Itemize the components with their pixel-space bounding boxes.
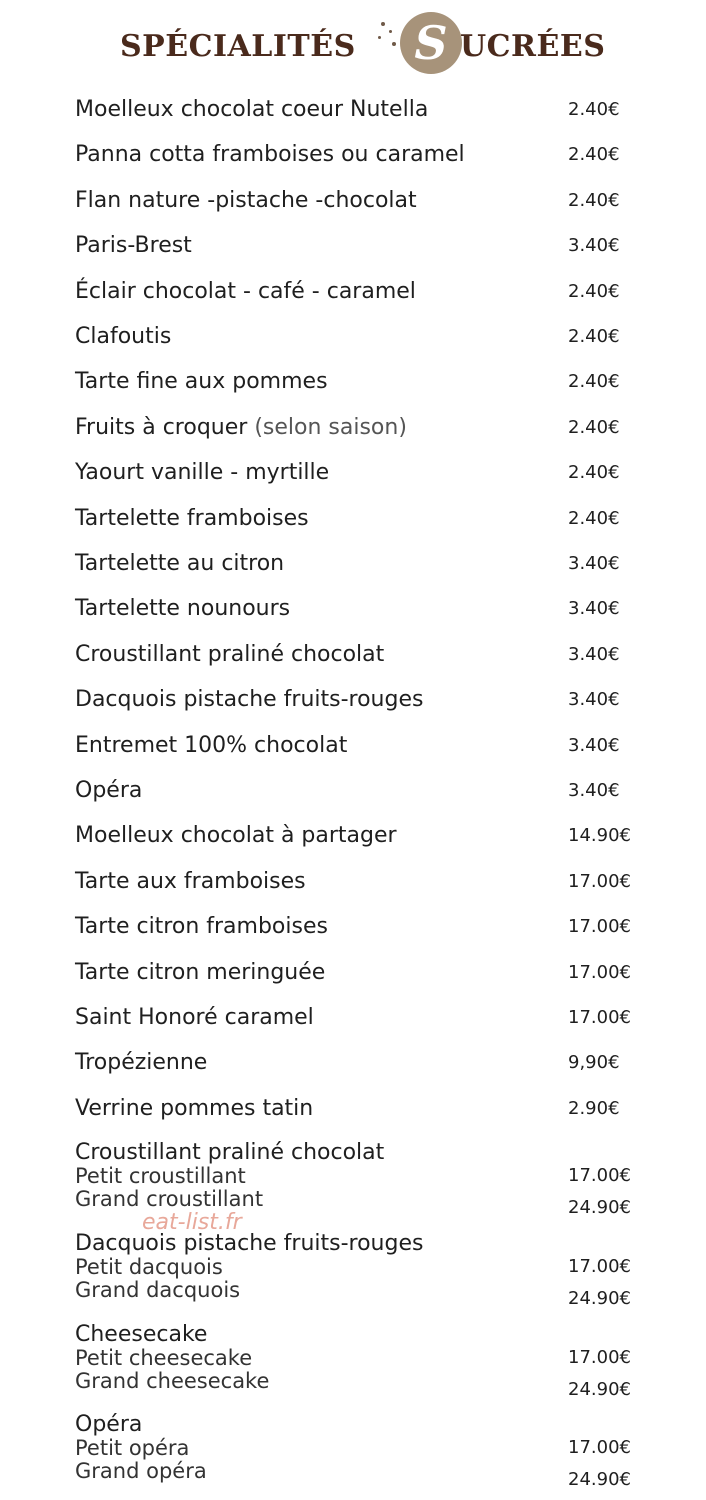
item-name bbox=[75, 731, 347, 761]
item-price: 3.40€ bbox=[568, 235, 620, 257]
item-name bbox=[75, 140, 465, 170]
item-name bbox=[75, 640, 384, 670]
item-name-text: Tropézienne bbox=[75, 1050, 208, 1076]
item-price: 3.40€ bbox=[568, 643, 620, 665]
item-name bbox=[75, 1048, 207, 1078]
menu-item bbox=[0, 140, 706, 170]
menu-item bbox=[0, 685, 706, 715]
item-name-text: Fruits à croquer bbox=[75, 414, 248, 440]
decor-dot bbox=[392, 42, 396, 46]
menu-item bbox=[0, 322, 706, 352]
item-price: 2.40€ bbox=[568, 371, 620, 393]
item-name-text: Paris-Brest bbox=[75, 233, 192, 259]
item-price: 2.40€ bbox=[568, 326, 620, 347]
item-name bbox=[75, 95, 428, 125]
size-option-price: 17.00€ bbox=[568, 1347, 631, 1368]
item-name-text: Tartelette framboises bbox=[75, 505, 309, 531]
item-name-text: Tartelette nounours bbox=[75, 596, 291, 622]
menu-item bbox=[0, 95, 706, 125]
size-option-price: 24.90€ bbox=[568, 1197, 631, 1218]
size-option-price: 24.90€ bbox=[568, 1469, 631, 1490]
size-option-name: Grand croustillant bbox=[75, 1187, 264, 1211]
menu-item bbox=[0, 1003, 706, 1033]
size-option-name: Petit croustillant bbox=[75, 1164, 246, 1188]
item-price: 17.00€ bbox=[568, 916, 631, 938]
size-option-price: 17.00€ bbox=[568, 1256, 631, 1277]
item-name bbox=[75, 912, 328, 942]
menu-item bbox=[0, 731, 706, 761]
size-option-price: 24.90€ bbox=[568, 1379, 631, 1400]
item-name bbox=[75, 549, 284, 579]
size-option-name: Petit cheesecake bbox=[75, 1346, 253, 1370]
item-name bbox=[75, 277, 416, 307]
watermark: eat-list.fr bbox=[142, 1210, 242, 1235]
item-name-text: Yaourt vanille - myrtille bbox=[75, 460, 330, 486]
menu-item bbox=[0, 458, 706, 488]
item-name bbox=[75, 1094, 313, 1124]
item-name-text: Croustillant praliné chocolat bbox=[75, 641, 385, 667]
item-name-text: Flan nature -pistache -chocolat bbox=[75, 187, 417, 213]
item-name-text: Panna cotta framboises ou caramel bbox=[75, 142, 465, 168]
item-price: 3.40€ bbox=[568, 780, 620, 801]
size-option-name: Petit opéra bbox=[75, 1436, 190, 1460]
size-option-name: Grand opéra bbox=[75, 1459, 207, 1483]
menu-item bbox=[0, 186, 706, 216]
group-title: Dacquois pistache fruits-rouges bbox=[75, 1231, 424, 1256]
item-name-text: Verrine pommes tatin bbox=[75, 1095, 314, 1121]
menu-item bbox=[0, 413, 706, 443]
item-name bbox=[75, 958, 325, 988]
item-price: 17.00€ bbox=[568, 961, 631, 983]
menu-item bbox=[0, 504, 706, 534]
menu-item bbox=[0, 367, 706, 397]
group-title: Opéra bbox=[75, 1412, 143, 1437]
group-title: Cheesecake bbox=[75, 1322, 208, 1347]
s-logo-badge bbox=[400, 12, 462, 74]
group-title: Croustillant praliné chocolat bbox=[75, 1140, 385, 1165]
item-name-text: Tartelette au citron bbox=[75, 551, 285, 576]
item-name bbox=[75, 867, 306, 897]
item-name bbox=[75, 821, 397, 851]
item-name-text: Opéra bbox=[75, 778, 143, 803]
item-name bbox=[75, 367, 328, 397]
menu-item bbox=[0, 867, 706, 897]
item-name bbox=[75, 685, 423, 715]
item-name bbox=[75, 231, 192, 261]
menu-item bbox=[0, 594, 706, 624]
size-option-price: 24.90€ bbox=[568, 1288, 631, 1309]
item-name-text: Tarte fine aux pommes bbox=[75, 369, 328, 395]
item-name-text: Éclair chocolat - café - caramel bbox=[75, 278, 416, 304]
item-price: 2.40€ bbox=[568, 99, 620, 120]
item-name bbox=[75, 594, 290, 624]
item-name bbox=[75, 413, 407, 443]
item-price: 3.40€ bbox=[568, 553, 620, 574]
item-name-text: Entremet 100% chocolat bbox=[75, 732, 348, 758]
item-price: 17.00€ bbox=[568, 870, 631, 892]
size-option-name: Grand dacquois bbox=[75, 1278, 241, 1302]
item-price: 2.40€ bbox=[568, 462, 620, 484]
item-name bbox=[75, 186, 417, 216]
menu-item bbox=[0, 776, 706, 806]
menu-item bbox=[0, 549, 706, 579]
item-name bbox=[75, 458, 329, 488]
menu-item bbox=[0, 1094, 706, 1124]
item-note: (selon saison) bbox=[254, 414, 407, 440]
item-price: 9,90€ bbox=[568, 1052, 620, 1074]
item-name-text: Moelleux chocolat à partager bbox=[75, 823, 397, 849]
badge-letter: S bbox=[414, 16, 448, 70]
item-price: 2.40€ bbox=[568, 416, 620, 438]
decor-dot bbox=[389, 30, 392, 33]
item-name bbox=[75, 776, 142, 806]
decor-dot bbox=[378, 36, 381, 39]
item-price: 3.40€ bbox=[568, 734, 620, 756]
item-name-text: Tarte citron framboises bbox=[75, 914, 328, 940]
item-name bbox=[75, 504, 309, 534]
menu-item bbox=[0, 958, 706, 988]
size-option-price: 17.00€ bbox=[568, 1165, 631, 1186]
title-sucrees: UCRÉES bbox=[460, 29, 606, 64]
item-price: 14.90€ bbox=[568, 825, 631, 847]
item-price: 2.40€ bbox=[568, 144, 620, 166]
size-option-name: Petit dacquois bbox=[75, 1255, 223, 1279]
size-option-price: 17.00€ bbox=[568, 1437, 631, 1458]
item-price: 2.90€ bbox=[568, 1097, 620, 1119]
item-price: 3.40€ bbox=[568, 689, 620, 711]
item-name-text: Clafoutis bbox=[75, 324, 172, 349]
size-option-name: Grand cheesecake bbox=[75, 1369, 270, 1393]
item-price: 2.40€ bbox=[568, 507, 620, 529]
item-name bbox=[75, 322, 171, 352]
menu-item bbox=[0, 821, 706, 851]
item-name-text: Tarte citron meringuée bbox=[75, 959, 326, 985]
menu-item bbox=[0, 1048, 706, 1078]
menu-item bbox=[0, 277, 706, 307]
item-name-text: Tarte aux framboises bbox=[75, 868, 306, 894]
menu-item bbox=[0, 231, 706, 261]
menu-item bbox=[0, 640, 706, 670]
item-price: 2.40€ bbox=[568, 280, 620, 302]
item-name-text: Moelleux chocolat coeur Nutella bbox=[75, 97, 429, 122]
decor-dot bbox=[381, 22, 385, 26]
item-name-text: Dacquois pistache fruits-rouges bbox=[75, 687, 424, 713]
title-specialites: SPÉCIALITÉS bbox=[120, 29, 356, 64]
menu-item bbox=[0, 912, 706, 942]
item-price: 17.00€ bbox=[568, 1007, 631, 1028]
menu-header bbox=[0, 12, 706, 87]
item-name-text: Saint Honoré caramel bbox=[75, 1005, 314, 1030]
item-price: 2.40€ bbox=[568, 189, 620, 211]
item-name bbox=[75, 1003, 314, 1033]
item-price: 3.40€ bbox=[568, 598, 620, 620]
